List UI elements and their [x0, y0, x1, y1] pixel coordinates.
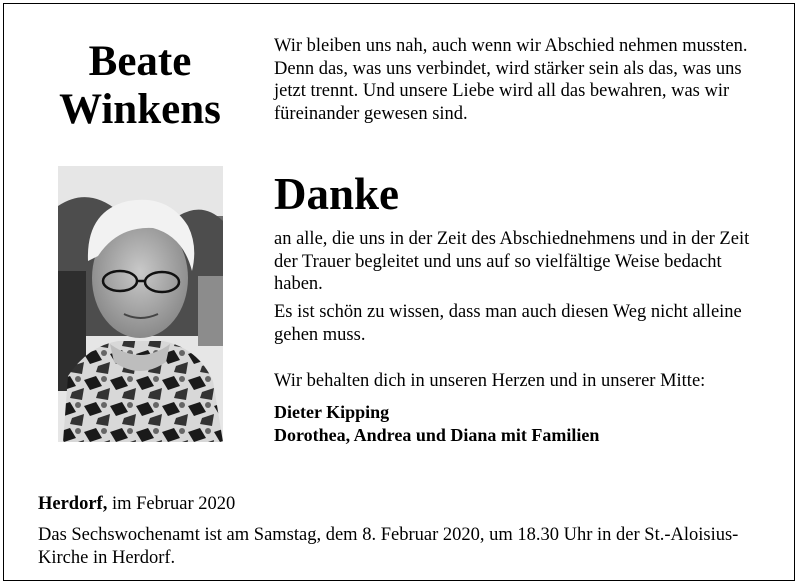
- quote-text: Wir bleiben uns nah, auch wenn wir Abschied nehmen mussten. Denn das, was uns verbindet, wird stärker sein als das, was uns jetzt trennt. Und unsere Liebe wird all das bewahren, was wir füreinander gewesen sind.: [274, 36, 748, 124]
- signature-line: Dorothea, Andrea und Diana mit Familien: [274, 425, 600, 445]
- thanks-paragraph-1: an alle, die uns in der Zeit des Abschiednehmens und in der Zeit der Trauer begleitet und uns auf so vielfältige Weise bedacht haben.: [274, 229, 750, 294]
- last-name: Winkens: [59, 86, 221, 133]
- date-text: im Februar 2020: [107, 494, 236, 514]
- deceased-name: [20, 38, 260, 134]
- first-name: Beate: [88, 38, 192, 85]
- thanks-paragraph-2: Es ist schön zu wissen, dass man auch diesen Weg nicht alleine gehen muss.: [274, 302, 742, 345]
- place-date: [38, 493, 758, 516]
- place-name: Herdorf,: [38, 494, 108, 514]
- portrait-photo: [58, 166, 223, 442]
- mass-notice: Das Sechswochenamt ist am Samstag, dem 8. Februar 2020, um 18.30 Uhr in der St.-Aloisius-Kirche in Herdorf.: [38, 525, 739, 568]
- heading-danke: Danke: [274, 169, 400, 219]
- signature-line: Dieter Kipping: [274, 402, 390, 422]
- closing-line: Wir behalten dich in unseren Herzen und in unserer Mitte:: [274, 371, 706, 391]
